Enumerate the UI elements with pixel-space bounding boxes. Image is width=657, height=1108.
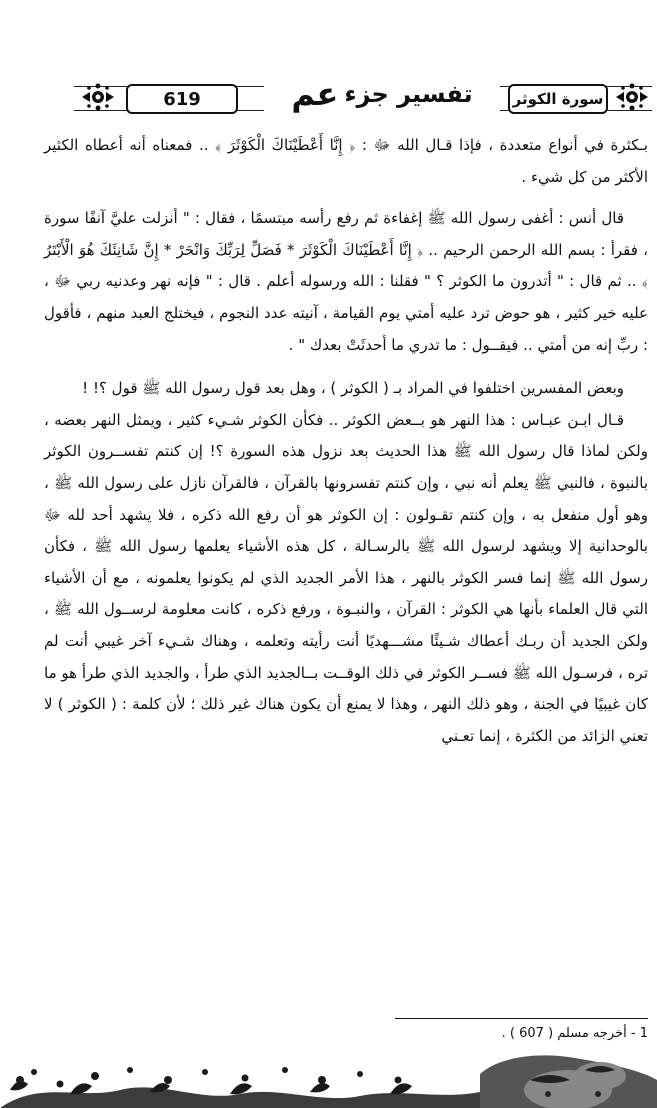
page-header (74, 72, 652, 118)
surah-name-box (508, 84, 608, 114)
body-text (44, 130, 648, 752)
book-title (264, 72, 500, 116)
paragraph-1: بـكثرة في أنواع متعددة ، فإذا قـال الله ﷻ : ﴿ إِنَّا أَعْطَيْنَاكَ الْكَوْثَرَ ﴾ .. فمعناه أنه أعطاه الكثير الأكثر من كل شيء . (44, 136, 648, 186)
footnote-rule (395, 1018, 648, 1019)
book-title-part1: تفسير جزء (344, 80, 473, 108)
page-number: 619 (163, 88, 201, 110)
footnote: 1 - أخرجه مسلم ( 607 ) . (501, 1026, 648, 1041)
paragraph-3: وبعض المفسرين اختلفوا في المراد بـ ( الكوثر ) ، وهل بعد قول رسول الله ﷺ قول ؟! ! (82, 379, 624, 398)
right-ornament-icon (614, 82, 650, 112)
book-title-part2: عم (291, 75, 339, 113)
surah-name: سورة الكوثر (512, 90, 604, 108)
paragraph-2: قال أنس : أغفى رسول الله ﷺ إغفاءة ثم رفع رأسه مبتسمًا ، فقال : " أنزلت عليَّ آنفًا سورة ، فقرأ : بسم الله الرحمن الرحيم .. ﴿ إِنَّا أَعْطَيْنَاكَ الْكَوْثَرَ * فَصَلِّ لِرَبِّكَ وَانْحَرْ * إِنَّ شَانِئَكَ هُوَ الْأَبْتَرُ ﴾ .. ثم قال : " أتدرون ما الكوثر ؟ " فقلنا : الله ورسوله أعلم . قال : " فإنه نهر وعدنيه ربي ﷻ ، عليه خير كثير ، هو حوض ترد عليه أمتي يوم القيامة ، آنيته عدد النجوم ، فيختلج العبد منهم ، فأقول : ربِّ إنه من أمتي .. فيقــول : ما تدري ما أحدثَتْ بعدك " . (44, 209, 648, 354)
page-number-box (126, 84, 238, 114)
left-ornament-icon (80, 82, 116, 112)
paragraph-4: قـال ابـن عبـاس : هذا النهر هو بــعض الكوثر .. فكأن الكوثر شـيء كثير ، ويمثل النهر بعضه ، ولكن لماذا قال رسول الله ﷺ هذا الحديث بعد نزول هذه السورة ؟! إن كنتم تفســرون الكوثر بالنبوة ، فالنبي ﷺ يعلم أنه نبي ، وإن كنتم تفسرونها بالقرآن ، فالقرآن نازل على رسول الله ﷺ ، وهو أول منفعل به ، وإن كنتم تقـولون : إن الكوثر هو أن رفع الله ذكره ، فلا يشهد أحد لله ﷻ بالوحدانية إلا ويشهد لرسول الله ﷺ بالرسـالة ، كل هذه الأشياء يعلمها رسول الله ﷺ ، فكأن رسول الله ﷺ إنما فسر الكوثر بالنهر ، هذا الأمر الجديد الذي لم يكونوا يعلمونه ، مع أن الأشياء التي قال العلماء بأنها هي الكوثر : القرآن ، والنبـوة ، ورفع ذكره ، كانت معلومة لرســول الله ﷺ ، ولكن الجديد أن ربـك أعطاك شـيئًا مشـــهديًا أنت رأيته وتعلمه ، وهناك شـيء آخر غيبي أنت لم تره ، فرسـول الله ﷺ فســر الكوثر في ذلك الوقــت بــالجديد الذي طرأ ، والجديد الذي طرأ هو ما كان غيبيًا في الجنة ، وهو ذلك النهر ، وهذا لا يمنع أن يكون هناك غير ذلك ؛ لأن كلمة : ( الكوثر ) لا تعني الزائد من الكثرة ، إنما تعـني (44, 410, 648, 745)
floral-border-icon (0, 1050, 657, 1108)
